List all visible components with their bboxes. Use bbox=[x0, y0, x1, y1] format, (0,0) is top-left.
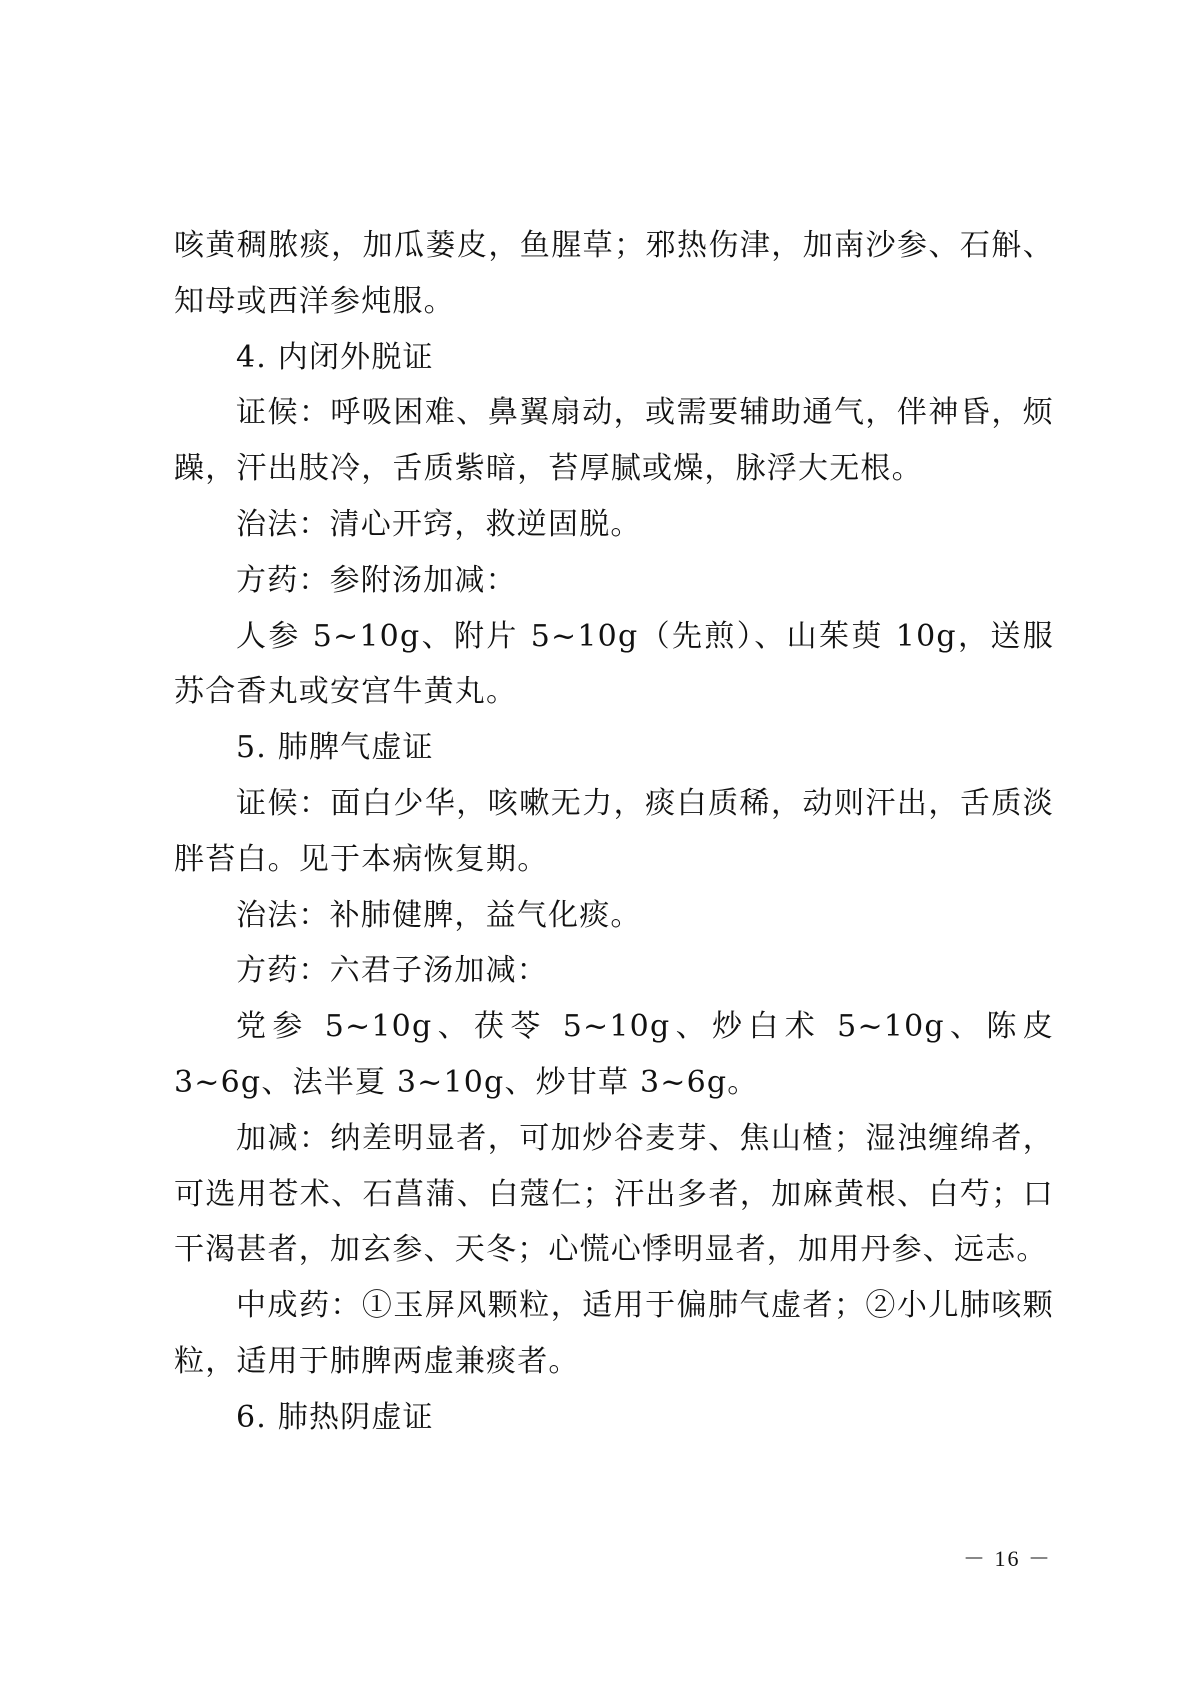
paragraph-prescription-4: 方药：参附汤加减： bbox=[236, 562, 517, 598]
paragraph-symptoms-4: 证候：呼吸困难、鼻翼扇动，或需要辅助通气，伴神昏，烦躁，汗出肢冷，舌质紫暗，苔厚腻或燥，脉浮大无根。 bbox=[174, 395, 1054, 487]
paragraph-treatment-5: 治法：补肺健脾，益气化痰。 bbox=[236, 897, 642, 933]
paragraph-modifications-5: 加减：纳差明显者，可加炒谷麦芽、焦山楂；湿浊缠绵者，可选用苍术、石菖蒲、白蔻仁；汗出多者，加麻黄根、白芍；口干渴甚者，加玄参、天冬；心慌心悸明显者，加用丹参、远志。 bbox=[174, 1120, 1054, 1268]
document-body bbox=[174, 218, 1054, 1446]
paragraph-ingredients-4: 人参 5~10g、附片 5~10g（先煎）、山茱萸 10g，送服苏合香丸或安宫牛黄丸。 bbox=[174, 618, 1054, 710]
page-number: － 16 － bbox=[962, 1546, 1052, 1571]
paragraph-prescription-5: 方药：六君子汤加减： bbox=[236, 953, 548, 989]
paragraph-ingredients-5: 党参 5~10g、茯苓 5~10g、炒白术 5~10g、陈皮 3~6g、法半夏 3~10g、炒甘草 3~6g。 bbox=[174, 1009, 1054, 1100]
section-heading-6: 6. 肺热阴虚证 bbox=[236, 1399, 434, 1435]
paragraph-treatment-4: 治法：清心开窍，救逆固脱。 bbox=[236, 506, 642, 542]
paragraph-patent-medicine-5: 中成药：①玉屏风颗粒，适用于偏肺气虚者；②小儿肺咳颗粒，适用于肺脾两虚兼痰者。 bbox=[174, 1288, 1054, 1379]
section-heading-4: 4. 内闭外脱证 bbox=[236, 339, 434, 375]
section-heading-5: 5. 肺脾气虚证 bbox=[236, 730, 434, 766]
paragraph-symptoms-5: 证候：面白少华，咳嗽无力，痰白质稀，动则汗出，舌质淡胖苔白。见于本病恢复期。 bbox=[174, 785, 1054, 877]
paragraph-continuation: 咳黄稠脓痰，加瓜蒌皮，鱼腥草；邪热伤津，加南沙参、石斛、知母或西洋参炖服。 bbox=[174, 228, 1054, 319]
